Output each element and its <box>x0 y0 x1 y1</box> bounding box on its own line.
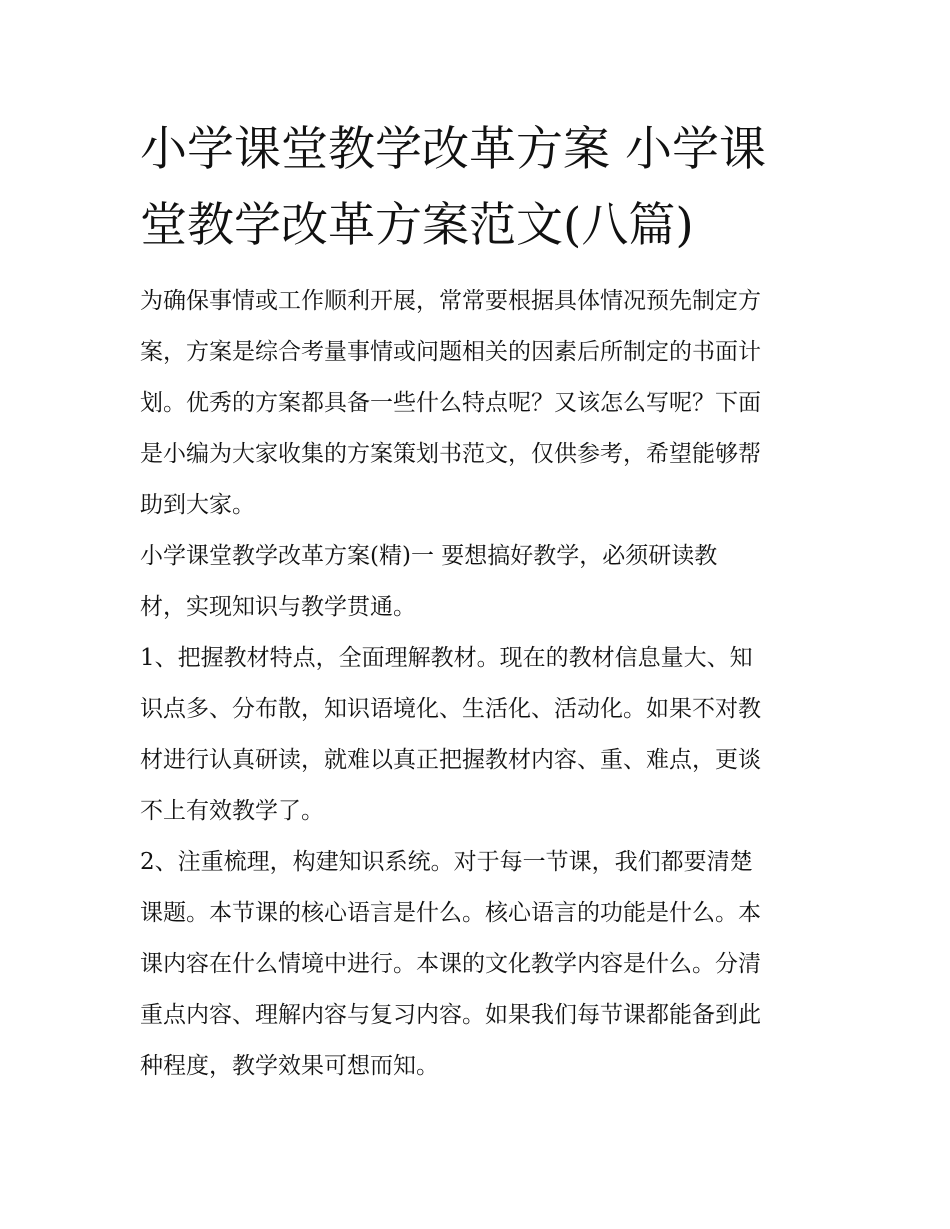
section-heading-paragraph <box>140 531 820 633</box>
text-line: 为确保事情或工作顺利开展，常常要根据具体情况预先制定方 <box>140 288 761 314</box>
text-line: 不上有效教学了。 <box>140 798 324 824</box>
text-line: 材进行认真研读，就难以真正把握教材内容、重、难点，更谈 <box>140 747 761 773</box>
intro-paragraph <box>140 276 820 531</box>
text-line: 是小编为大家收集的方案策划书范文，仅供参考，希望能够帮 <box>140 441 761 467</box>
point-2-paragraph <box>140 837 820 1092</box>
text-line: 种程度，教学效果可想而知。 <box>140 1053 439 1079</box>
text-line: 识点多、分布散，知识语境化、生活化、活动化。如果不对教 <box>140 696 761 722</box>
text-line: 课题。本节课的核心语言是什么。核心语言的功能是什么。本 <box>140 900 761 926</box>
text-line: 课内容在什么情境中进行。本课的文化教学内容是什么。分清 <box>140 951 761 977</box>
text-line: 小学课堂教学改革方案(精)一 要想搞好教学，必须研读教 <box>140 543 718 569</box>
document-body <box>140 276 820 1092</box>
title-line: 堂教学改革方案范文(八篇) <box>140 198 694 253</box>
text-line: 助到大家。 <box>140 492 255 518</box>
text-line: 2、注重梳理，构建知识系统。对于每一节课，我们都要清楚 <box>140 849 753 875</box>
text-line: 案，方案是综合考量事情或问题相关的因素后所制定的书面计 <box>140 339 761 365</box>
title-line: 小学课堂教学改革方案 小学课 <box>140 122 766 177</box>
point-1-paragraph <box>140 633 820 837</box>
text-line: 重点内容、理解内容与复习内容。如果我们每节课都能备到此 <box>140 1002 761 1028</box>
text-line: 材，实现知识与教学贯通。 <box>140 594 416 620</box>
document-title <box>140 112 820 264</box>
text-line: 划。优秀的方案都具备一些什么特点呢？又该怎么写呢？下面 <box>140 390 761 416</box>
text-line: 1、把握教材特点，全面理解教材。现在的教材信息量大、知 <box>140 645 753 671</box>
